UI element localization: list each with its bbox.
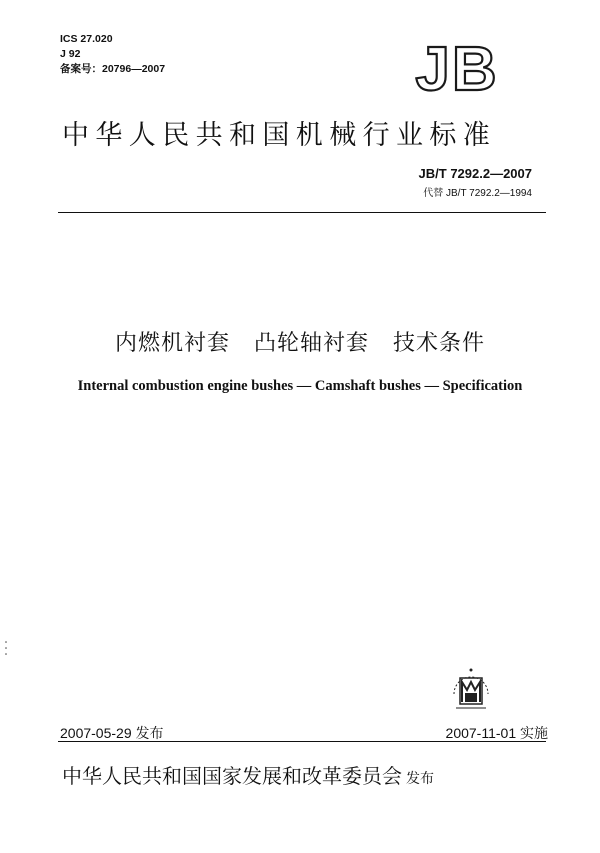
publication-date: 2007-05-29 发布 <box>60 725 164 741</box>
logo-text: JB <box>415 38 499 96</box>
issuing-authority <box>62 760 434 789</box>
scan-mark <box>4 640 8 656</box>
chinese-title: 内燃机衬套 凸轮轴衬套 技术条件 <box>115 331 485 356</box>
english-title: Internal combustion engine bushes — Camshaft bushes — Specification <box>77 378 523 394</box>
industry-standard-title: 中华人民共和国机械行业标准 <box>62 120 497 151</box>
jb-logo-icon <box>400 38 515 96</box>
replaced-standard: 代替 JB/T 7292.2—1994 <box>423 188 532 199</box>
standard-number: JB/T 7292.2—2007 <box>418 166 532 181</box>
classification-code: J 92 <box>60 48 81 60</box>
filing-number: 备案号：20796—2007 <box>60 63 166 75</box>
top-divider <box>58 212 546 213</box>
bottom-divider <box>58 741 546 742</box>
publisher-seal-icon <box>440 660 502 718</box>
meta-block <box>60 32 165 77</box>
ics-code: ICS 27.020 <box>60 33 113 45</box>
issuer-name: 中华人民共和国国家发展和改革委员会 <box>62 764 402 788</box>
issuer-suffix: 发布 <box>406 771 434 787</box>
implementation-date: 2007-11-01 实施 <box>445 725 548 741</box>
